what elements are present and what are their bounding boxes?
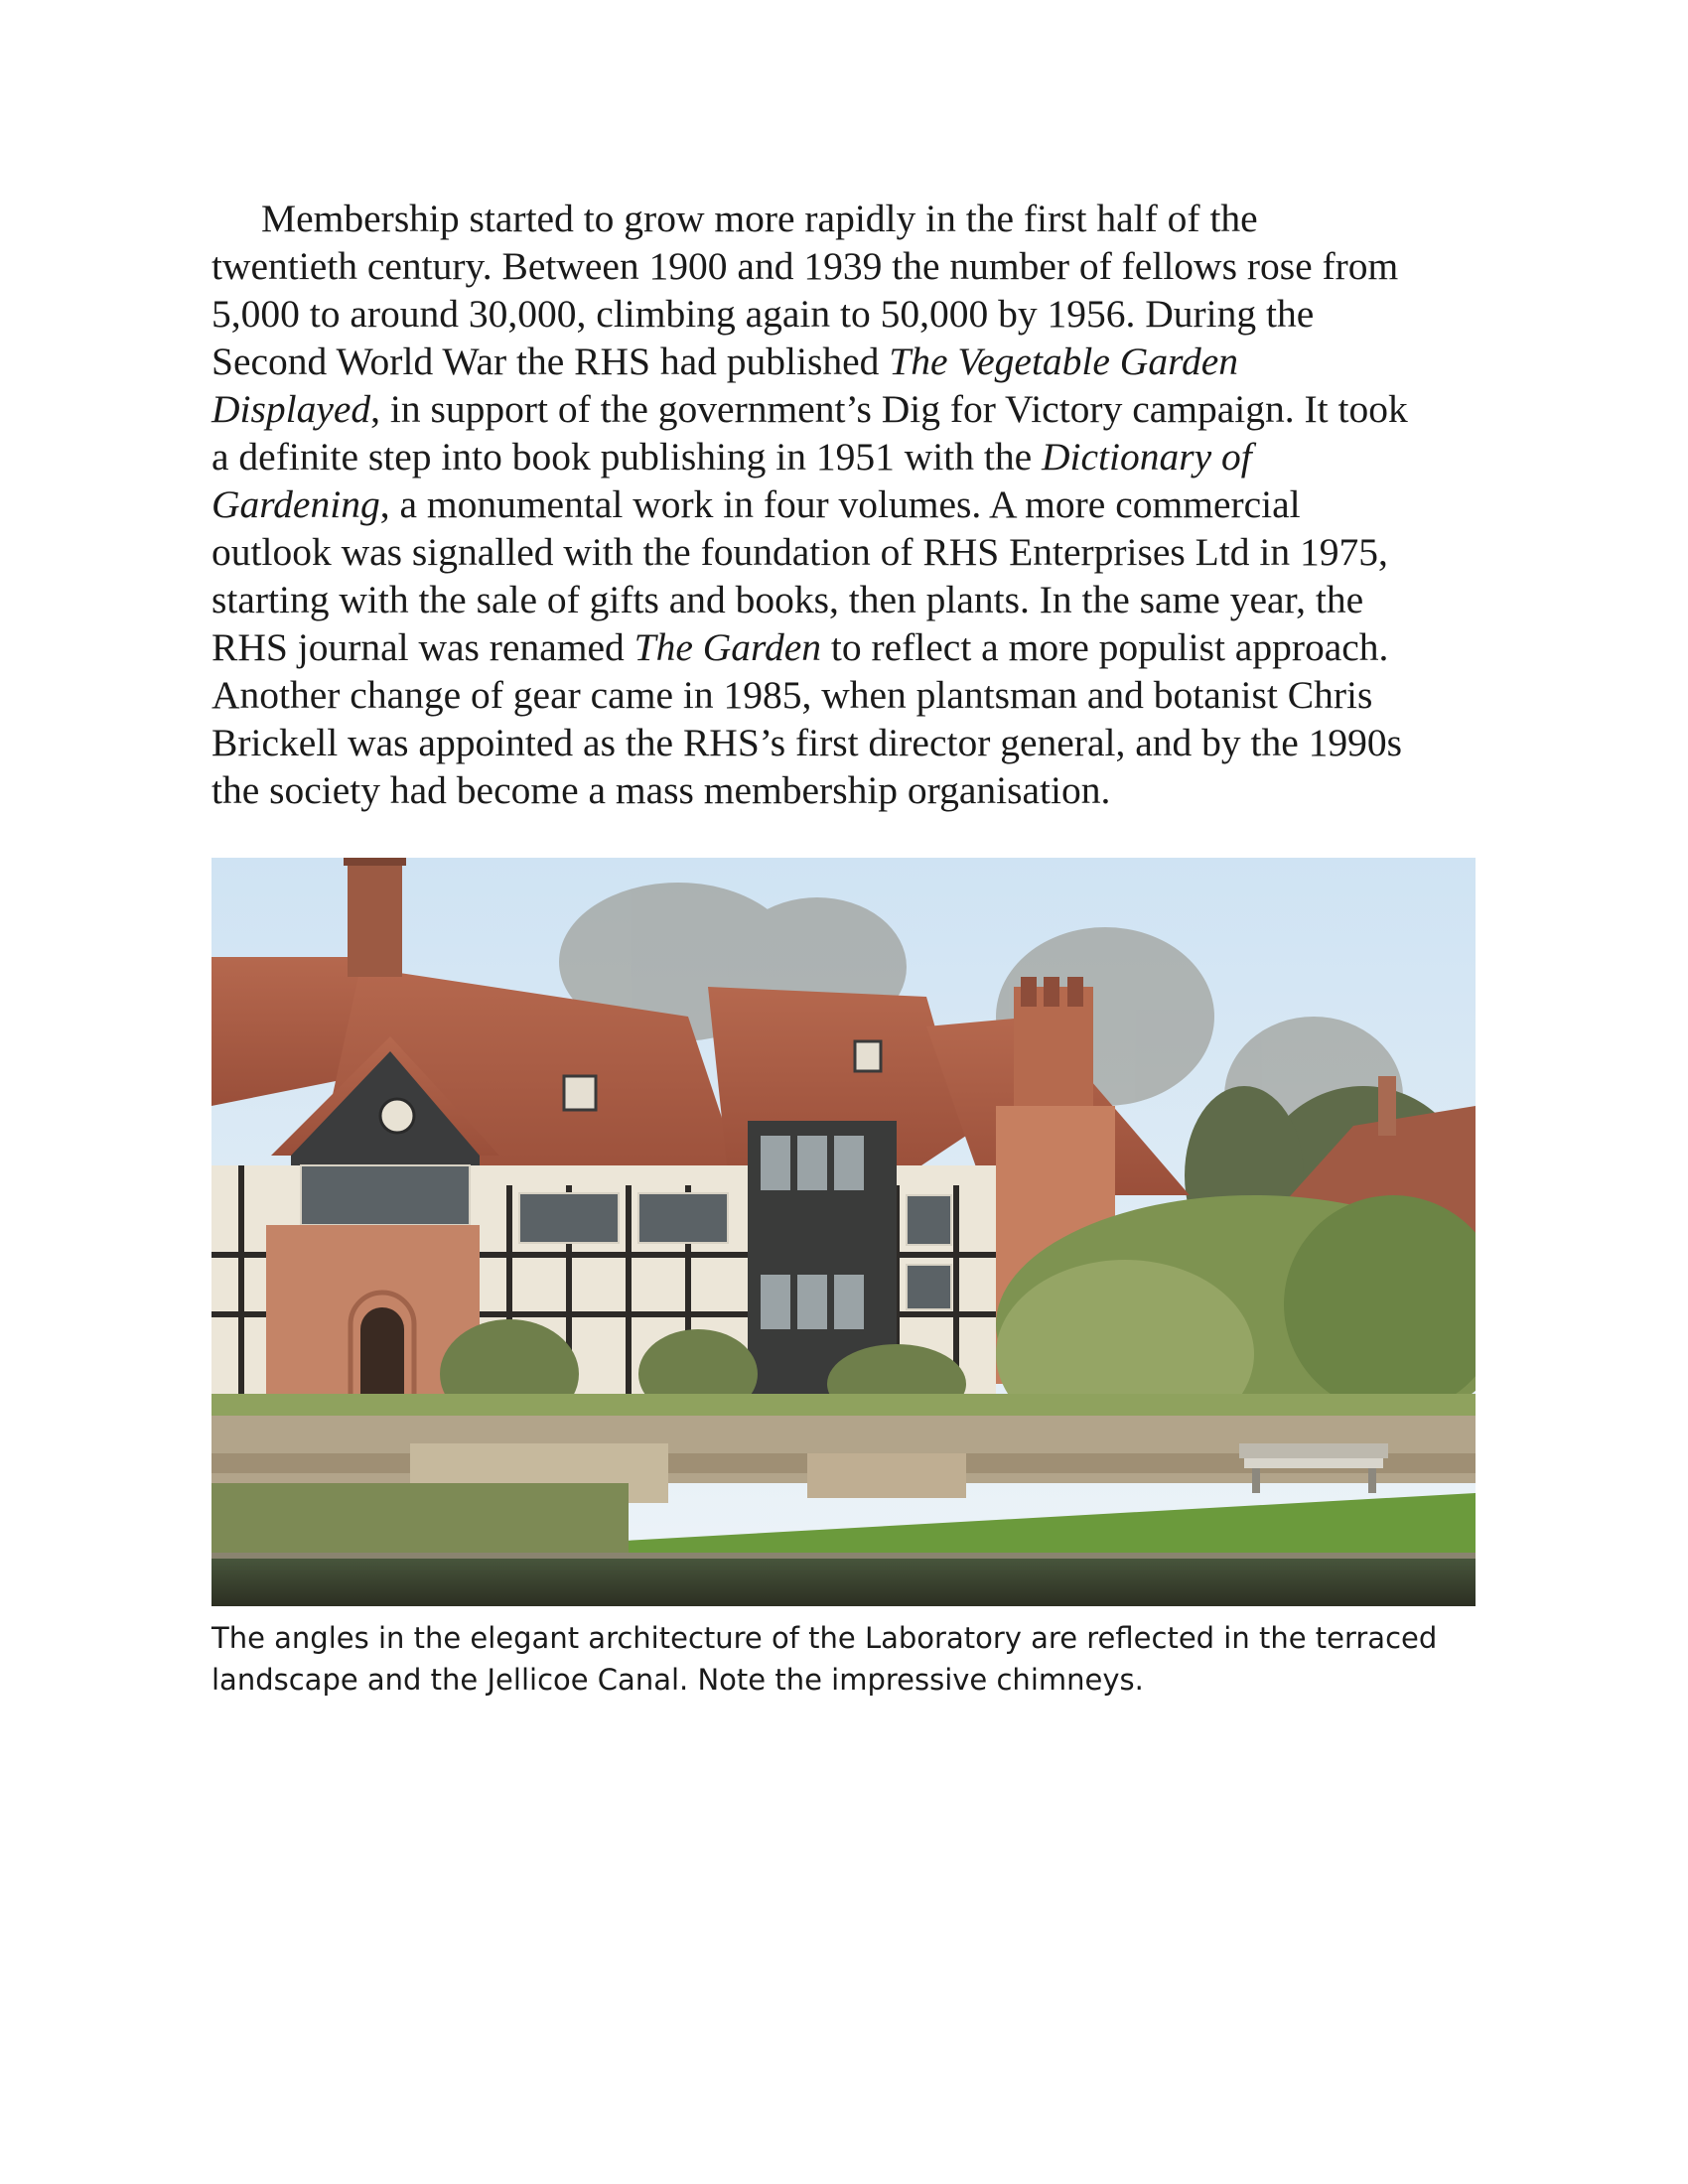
text-run: 5,000 to around 30,000, climbing again to 50,000 by 1956. During the	[211, 292, 1315, 336]
text-run: a definite step into book publishing in 1951 with the	[211, 435, 1042, 478]
text-run: the society had become a mass membership organisation.	[211, 768, 1111, 812]
paragraph-line	[211, 385, 1492, 433]
paragraph-line	[211, 480, 1492, 528]
paragraph-line	[211, 195, 1492, 242]
text-run: Another change of gear came in 1985, when plantsman and botanist Chris	[211, 673, 1373, 717]
paragraph-line	[211, 290, 1492, 338]
italic-title: Dictionary of	[1042, 435, 1252, 478]
paragraph-line	[211, 242, 1492, 290]
italic-title: Gardening	[211, 482, 380, 526]
text-run: , a monumental work in four volumes. A more commercial	[379, 482, 1301, 526]
caption-line: landscape and the Jellicoe Canal. Note the impressive chimneys.	[211, 1663, 1144, 1697]
text-run: to reflect a more populist approach.	[820, 625, 1389, 669]
text-run: Membership started to grow more rapidly in the first half of the	[261, 197, 1258, 240]
text-run: outlook was signalled with the foundation of RHS Enterprises Ltd in 1975,	[211, 530, 1388, 574]
photo-caption	[211, 1617, 1492, 1701]
paragraph-line	[211, 528, 1492, 576]
text-run: , in support of the government’s Dig for Victory campaign. It took	[370, 387, 1408, 431]
italic-title: The Vegetable Garden	[889, 340, 1239, 383]
italic-title: The Garden	[633, 625, 821, 669]
paragraph-line	[211, 671, 1492, 719]
text-run: RHS journal was renamed	[211, 625, 634, 669]
italic-title: Displayed	[211, 387, 371, 431]
paragraph-line	[211, 576, 1492, 623]
text-run: starting with the sale of gifts and books, then plants. In the same year, the	[211, 578, 1364, 621]
laboratory-photo	[211, 858, 1476, 1606]
text-run: Second World War the RHS had published	[211, 340, 890, 383]
paragraph-line	[211, 766, 1492, 814]
text-run: twentieth century. Between 1900 and 1939 the number of fellows rose from	[211, 244, 1399, 288]
paragraph-line	[211, 623, 1492, 671]
body-paragraph	[211, 195, 1492, 814]
paragraph-line	[211, 719, 1492, 766]
paragraph-line	[211, 338, 1492, 385]
paragraph-line	[211, 433, 1492, 480]
caption-line: The angles in the elegant architecture of the Laboratory are reflected in the terraced	[211, 1621, 1438, 1655]
text-run: Brickell was appointed as the RHS’s first director general, and by the 1990s	[211, 721, 1402, 764]
